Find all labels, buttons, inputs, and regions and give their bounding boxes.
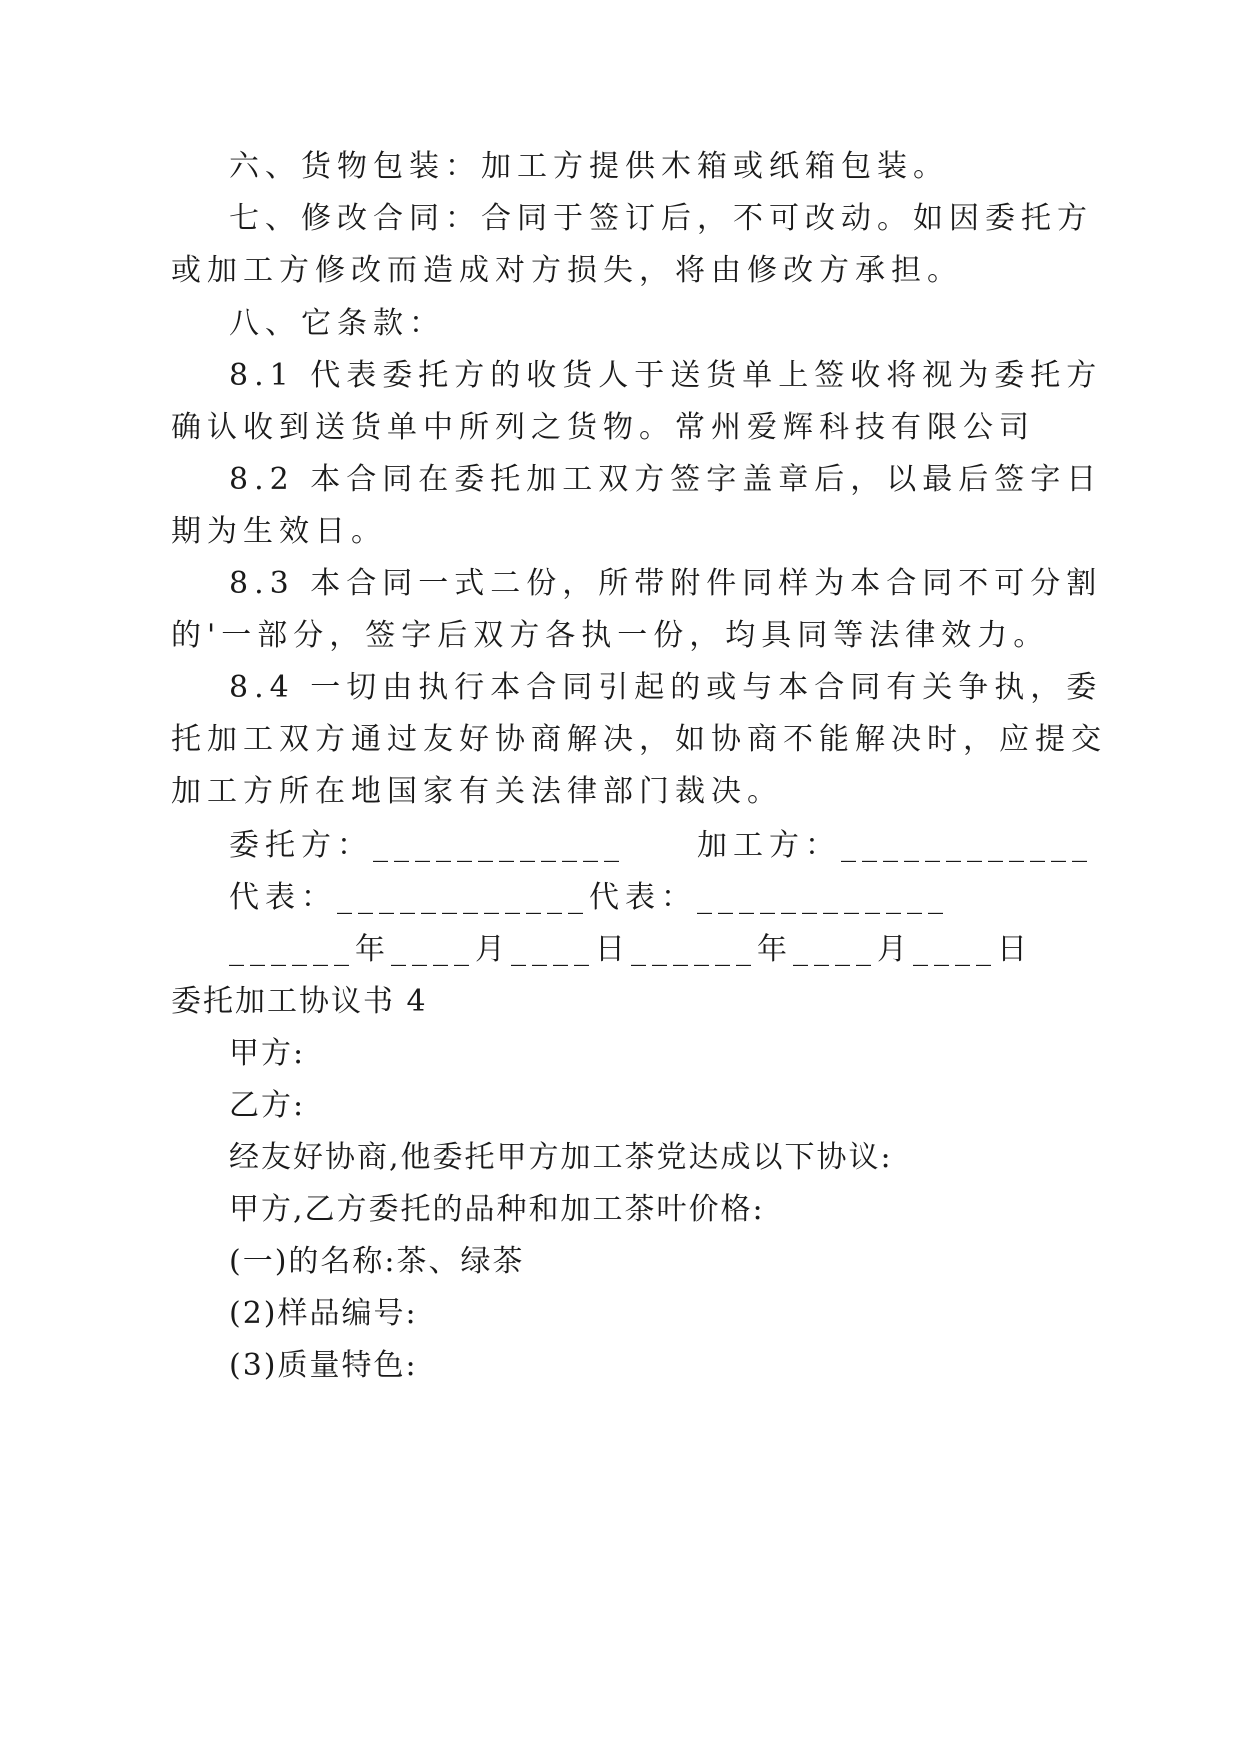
agreement-4-title: 委托加工协议书 4 — [171, 984, 428, 1019]
variety-price-heading: 甲方,乙方委托的品种和加工茶叶价格: — [229, 1192, 765, 1227]
clause-8-3-line-1: 8.3 本合同一式二份，所带附件同样为本合同不可分割 — [229, 566, 1103, 601]
item-2-sample-number: (2)样品编号: — [229, 1296, 418, 1331]
item-1-name: (一)的名称:茶、绿茶 — [229, 1244, 525, 1279]
party-a-label: 甲方: — [229, 1036, 306, 1071]
clause-8-heading: 八、它条款： — [229, 306, 445, 341]
signature-representatives-line: 代表：____________代表：____________ — [229, 880, 949, 915]
signature-parties-line: 委托方：____________ 加工方：____________ — [229, 828, 1093, 863]
clause-6-packaging: 六、货物包装：加工方提供木箱或纸箱包装。 — [229, 149, 949, 184]
clause-7-modification-line-1: 七、修改合同：合同于签订后，不可改动。如因委托方 — [229, 201, 1093, 236]
clause-8-4-line-2: 托加工双方通过友好协商解决，如协商不能解决时，应提交 — [171, 722, 1107, 757]
clause-8-2-line-2: 期为生效日。 — [171, 514, 387, 549]
clause-8-4-line-3: 加工方所在地国家有关法律部门裁决。 — [171, 774, 783, 809]
clause-8-1-line-1: 8.1 代表委托方的收货人于送货单上签收将视为委托方 — [229, 358, 1103, 393]
clause-8-3-line-2: 的'一部分，签字后双方各执一份，均具同等法律效力。 — [171, 618, 1050, 653]
clause-8-2-line-1: 8.2 本合同在委托加工双方签字盖章后，以最后签字日 — [229, 462, 1103, 497]
signature-date-line: ______年____月____日______年____月____日 — [229, 932, 1033, 967]
clause-8-4-line-1: 8.4 一切由执行本合同引起的或与本合同有关争执，委 — [229, 670, 1103, 705]
clause-7-modification-line-2: 或加工方修改而造成对方损失，将由修改方承担。 — [171, 253, 963, 288]
clause-8-1-line-2: 确认收到送货单中所列之货物。常州爱辉科技有限公司 — [171, 410, 1035, 445]
agreement-intro: 经友好协商,他委托甲方加工茶党达成以下协议: — [229, 1140, 893, 1175]
item-3-quality: (3)质量特色: — [229, 1348, 418, 1383]
party-b-label: 乙方: — [229, 1088, 306, 1123]
